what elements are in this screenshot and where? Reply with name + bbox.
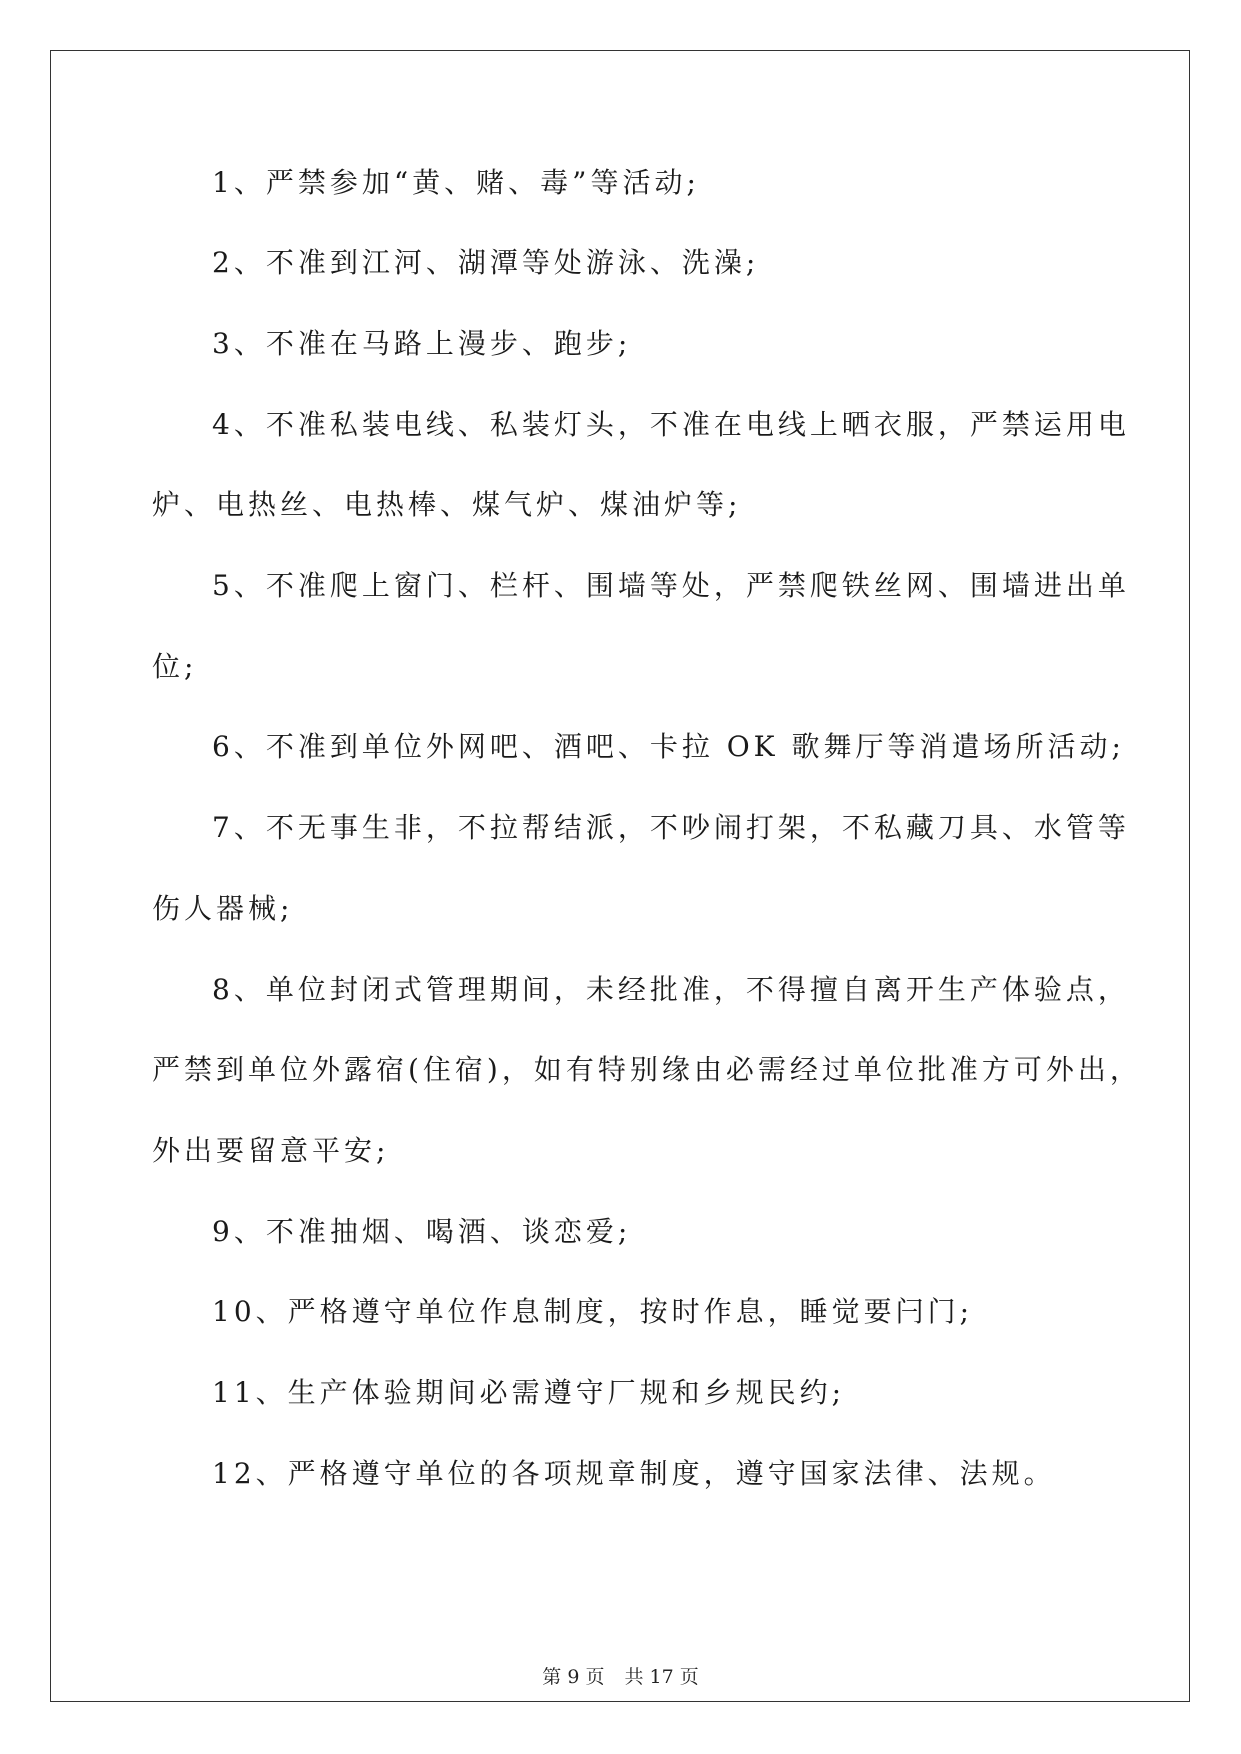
paragraph-7-line-1: 7、不无事生非，不拉帮结派，不吵闹打架，不私藏刀具、水管等 — [212, 811, 1130, 844]
page-number: 第 9 页 — [542, 1666, 605, 1688]
page-border — [50, 50, 1190, 1702]
paragraph-5-line-1: 5、不准爬上窗门、栏杆、围墙等处，严禁爬铁丝网、围墙进出单 — [212, 569, 1130, 602]
paragraph-5-line-2: 位; — [152, 650, 198, 683]
page-total: 共 17 页 — [624, 1666, 699, 1688]
paragraph-11-line-1: 11、生产体验期间必需遵守厂规和乡规民约; — [212, 1376, 846, 1409]
paragraph-10-line-1: 10、严格遵守单位作息制度，按时作息，睡觉要闩门; — [212, 1295, 974, 1328]
page-footer — [0, 1665, 1241, 1689]
paragraph-9-line-1: 9、不准抽烟、喝酒、谈恋爱; — [212, 1215, 632, 1248]
paragraph-4-line-2: 炉、电热丝、电热棒、煤气炉、煤油炉等; — [152, 488, 742, 521]
paragraph-2-line-1: 2、不准到江河、湖潭等处游泳、洗澡; — [212, 246, 760, 279]
paragraph-1-line-1: 1、严禁参加“黄、赌、毒”等活动; — [212, 166, 700, 199]
paragraph-8-line-1: 8、单位封闭式管理期间，未经批准，不得擅自离开生产体验点， — [212, 973, 1130, 1006]
paragraph-12-line-1: 12、严格遵守单位的各项规章制度，遵守国家法律、法规。 — [212, 1457, 1056, 1490]
paragraph-8-line-3: 外出要留意平安; — [152, 1134, 390, 1167]
paragraph-4-line-1: 4、不准私装电线、私装灯头，不准在电线上晒衣服，严禁运用电 — [212, 408, 1130, 441]
paragraph-7-line-2: 伤人器械; — [152, 892, 294, 925]
paragraph-3-line-1: 3、不准在马路上漫步、跑步; — [212, 327, 632, 360]
paragraph-6-line-1: 6、不准到单位外网吧、酒吧、卡拉 OK 歌舞厅等消遣场所活动; — [212, 730, 1125, 763]
paragraph-8-line-2: 严禁到单位外露宿(住宿)，如有特别缘由必需经过单位批准方可外出， — [152, 1053, 1142, 1086]
